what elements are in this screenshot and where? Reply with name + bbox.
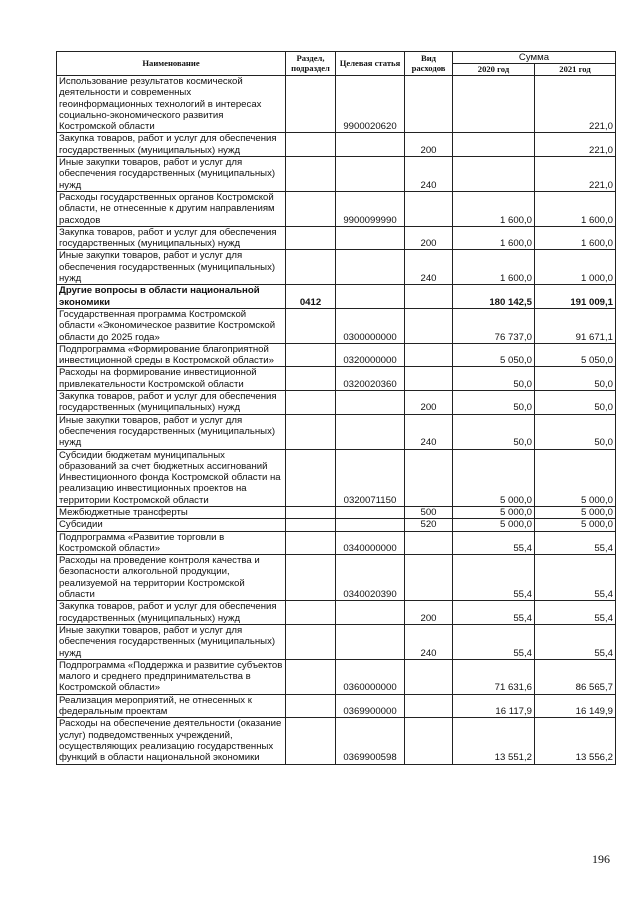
sum-2021-cell: 221,0 — [535, 133, 616, 157]
section-cell: 0412 — [286, 285, 336, 309]
table-row — [57, 718, 616, 764]
sum-2021-cell: 5 000,0 — [535, 519, 616, 531]
name-cell: Использование результатов космической деятельности и современных геоинформационных технологий в интересах социально-экономического развития Костромской области — [57, 76, 286, 133]
sum-2021-cell: 221,0 — [535, 157, 616, 192]
table-body — [57, 76, 616, 765]
name-cell: Закупка товаров, работ и услуг для обеспечения государственных (муниципальных) нужд — [57, 133, 286, 157]
sum-2020-cell: 76 737,0 — [453, 308, 535, 343]
name-cell: Межбюджетные трансферты — [57, 506, 286, 518]
sum-2020-cell: 5 050,0 — [453, 343, 535, 367]
kind-cell — [405, 343, 453, 367]
target-cell: 0320071150 — [336, 449, 405, 506]
header-year-2021: 2021 год — [535, 64, 616, 76]
target-cell — [336, 391, 405, 415]
target-cell — [336, 506, 405, 518]
kind-cell — [405, 76, 453, 133]
budget-table — [56, 51, 616, 765]
sum-2020-cell: 5 000,0 — [453, 449, 535, 506]
section-cell — [286, 367, 336, 391]
name-cell: Иные закупки товаров, работ и услуг для обеспечения государственных (муниципальных) нужд — [57, 624, 286, 659]
kind-cell: 520 — [405, 519, 453, 531]
sum-2020-cell: 55,4 — [453, 531, 535, 555]
table-row — [57, 694, 616, 718]
target-cell — [336, 250, 405, 285]
header-target: Целевая статья — [336, 52, 405, 76]
table-row — [57, 157, 616, 192]
section-cell — [286, 343, 336, 367]
kind-cell: 500 — [405, 506, 453, 518]
sum-2020-cell: 16 117,9 — [453, 694, 535, 718]
name-cell: Закупка товаров, работ и услуг для обеспечения государственных (муниципальных) нужд — [57, 226, 286, 250]
sum-2020-cell — [453, 157, 535, 192]
table-row — [57, 506, 616, 518]
section-cell — [286, 519, 336, 531]
section-cell — [286, 191, 336, 226]
sum-2021-cell: 91 671,1 — [535, 308, 616, 343]
sum-2020-cell: 1 600,0 — [453, 250, 535, 285]
header-year-2020: 2020 год — [453, 64, 535, 76]
section-cell — [286, 659, 336, 694]
target-cell — [336, 601, 405, 625]
sum-2021-cell: 5 000,0 — [535, 449, 616, 506]
sum-2020-cell: 71 631,6 — [453, 659, 535, 694]
target-cell: 0340020390 — [336, 555, 405, 601]
name-cell: Другие вопросы в области национальной экономики — [57, 285, 286, 309]
name-cell: Субсидии бюджетам муниципальных образований за счет бюджетных ассигнований Инвестиционного фонда Костромской области на реализацию инвестиционных проектов на территории Костромской области — [57, 449, 286, 506]
kind-cell — [405, 531, 453, 555]
sum-2021-cell: 221,0 — [535, 76, 616, 133]
section-cell — [286, 624, 336, 659]
section-cell — [286, 157, 336, 192]
table-row — [57, 555, 616, 601]
section-cell — [286, 531, 336, 555]
name-cell: Государственная программа Костромской области «Экономическое развитие Костромской области до 2025 года» — [57, 308, 286, 343]
kind-cell — [405, 555, 453, 601]
header-sum: Сумма — [453, 52, 616, 64]
target-cell: 0320020360 — [336, 367, 405, 391]
name-cell: Расходы на обеспечение деятельности (оказание услуг) подведомственных учреждений, осуществляющих реализацию государственных функций в области национальной экономики — [57, 718, 286, 764]
name-cell: Иные закупки товаров, работ и услуг для обеспечения государственных (муниципальных) нужд — [57, 250, 286, 285]
kind-cell — [405, 718, 453, 764]
name-cell: Закупка товаров, работ и услуг для обеспечения государственных (муниципальных) нужд — [57, 601, 286, 625]
sum-2021-cell: 55,4 — [535, 601, 616, 625]
kind-cell: 200 — [405, 133, 453, 157]
sum-2021-cell: 50,0 — [535, 367, 616, 391]
table-row — [57, 414, 616, 449]
sum-2020-cell — [453, 76, 535, 133]
name-cell: Подпрограмма «Поддержка и развитие субъектов малого и среднего предпринимательства в Костромской области» — [57, 659, 286, 694]
target-cell: 0360000000 — [336, 659, 405, 694]
kind-cell — [405, 694, 453, 718]
sum-2021-cell: 1 600,0 — [535, 226, 616, 250]
target-cell: 0320000000 — [336, 343, 405, 367]
sum-2021-cell: 13 556,2 — [535, 718, 616, 764]
name-cell: Субсидии — [57, 519, 286, 531]
header-kind: Вид расходов — [405, 52, 453, 76]
name-cell: Подпрограмма «Развитие торговли в Костромской области» — [57, 531, 286, 555]
target-cell: 9900020620 — [336, 76, 405, 133]
kind-cell: 200 — [405, 226, 453, 250]
table-row — [57, 133, 616, 157]
target-cell — [336, 285, 405, 309]
target-cell: 0369900598 — [336, 718, 405, 764]
table-row — [57, 76, 616, 133]
table-row — [57, 191, 616, 226]
table-row — [57, 601, 616, 625]
table-row — [57, 519, 616, 531]
target-cell — [336, 519, 405, 531]
table-row — [57, 531, 616, 555]
sum-2020-cell: 50,0 — [453, 414, 535, 449]
kind-cell — [405, 308, 453, 343]
sum-2020-cell: 1 600,0 — [453, 191, 535, 226]
sum-2020-cell: 55,4 — [453, 624, 535, 659]
kind-cell — [405, 285, 453, 309]
table-row — [57, 659, 616, 694]
sum-2020-cell: 1 600,0 — [453, 226, 535, 250]
sum-2020-cell: 50,0 — [453, 367, 535, 391]
section-cell — [286, 226, 336, 250]
section-cell — [286, 76, 336, 133]
sum-2020-cell: 55,4 — [453, 601, 535, 625]
kind-cell — [405, 449, 453, 506]
header-name: Наименование — [57, 52, 286, 76]
kind-cell — [405, 367, 453, 391]
kind-cell: 200 — [405, 601, 453, 625]
sum-2021-cell: 5 000,0 — [535, 506, 616, 518]
table-row — [57, 449, 616, 506]
table-row — [57, 226, 616, 250]
name-cell: Расходы на проведение контроля качества и безопасности алкогольной продукции, реализуемой на территории Костромской области — [57, 555, 286, 601]
name-cell: Подпрограмма «Формирование благоприятной инвестиционной среды в Костромской области» — [57, 343, 286, 367]
kind-cell — [405, 659, 453, 694]
table-row — [57, 308, 616, 343]
name-cell: Закупка товаров, работ и услуг для обеспечения государственных (муниципальных) нужд — [57, 391, 286, 415]
sum-2020-cell: 5 000,0 — [453, 519, 535, 531]
section-cell — [286, 391, 336, 415]
sum-2020-cell: 5 000,0 — [453, 506, 535, 518]
sum-2021-cell: 1 600,0 — [535, 191, 616, 226]
sum-2021-cell: 50,0 — [535, 414, 616, 449]
section-cell — [286, 506, 336, 518]
table-row — [57, 285, 616, 309]
table-row — [57, 250, 616, 285]
kind-cell: 240 — [405, 624, 453, 659]
section-cell — [286, 133, 336, 157]
section-cell — [286, 718, 336, 764]
table-row — [57, 367, 616, 391]
name-cell: Реализация мероприятий, не отнесенных к федеральным проектам — [57, 694, 286, 718]
sum-2021-cell: 86 565,7 — [535, 659, 616, 694]
target-cell: 0340000000 — [336, 531, 405, 555]
sum-2021-cell: 50,0 — [535, 391, 616, 415]
section-cell — [286, 694, 336, 718]
table-header — [57, 52, 616, 76]
section-cell — [286, 449, 336, 506]
target-cell — [336, 133, 405, 157]
sum-2020-cell: 55,4 — [453, 555, 535, 601]
sum-2021-cell: 16 149,9 — [535, 694, 616, 718]
sum-2020-cell: 180 142,5 — [453, 285, 535, 309]
sum-2021-cell: 1 000,0 — [535, 250, 616, 285]
name-cell: Расходы на формирование инвестиционной привлекательности Костромской области — [57, 367, 286, 391]
kind-cell — [405, 191, 453, 226]
sum-2020-cell: 50,0 — [453, 391, 535, 415]
target-cell: 0300000000 — [336, 308, 405, 343]
kind-cell: 240 — [405, 414, 453, 449]
sum-2020-cell — [453, 133, 535, 157]
target-cell — [336, 624, 405, 659]
page-number: 196 — [592, 852, 610, 866]
kind-cell: 240 — [405, 250, 453, 285]
target-cell — [336, 414, 405, 449]
section-cell — [286, 250, 336, 285]
table-row — [57, 391, 616, 415]
sum-2020-cell: 13 551,2 — [453, 718, 535, 764]
section-cell — [286, 555, 336, 601]
table-row — [57, 343, 616, 367]
target-cell: 0369900000 — [336, 694, 405, 718]
kind-cell: 200 — [405, 391, 453, 415]
section-cell — [286, 601, 336, 625]
target-cell: 9900099990 — [336, 191, 405, 226]
sum-2021-cell: 191 009,1 — [535, 285, 616, 309]
sum-2021-cell: 5 050,0 — [535, 343, 616, 367]
header-section: Раздел, подраздел — [286, 52, 336, 76]
name-cell: Расходы государственных органов Костромской области, не отнесенные к другим направлениям расходов — [57, 191, 286, 226]
sum-2021-cell: 55,4 — [535, 531, 616, 555]
section-cell — [286, 414, 336, 449]
sum-2021-cell: 55,4 — [535, 555, 616, 601]
target-cell — [336, 226, 405, 250]
target-cell — [336, 157, 405, 192]
kind-cell: 240 — [405, 157, 453, 192]
name-cell: Иные закупки товаров, работ и услуг для обеспечения государственных (муниципальных) нужд — [57, 157, 286, 192]
section-cell — [286, 308, 336, 343]
sum-2021-cell: 55,4 — [535, 624, 616, 659]
table-row — [57, 624, 616, 659]
name-cell: Иные закупки товаров, работ и услуг для обеспечения государственных (муниципальных) нужд — [57, 414, 286, 449]
